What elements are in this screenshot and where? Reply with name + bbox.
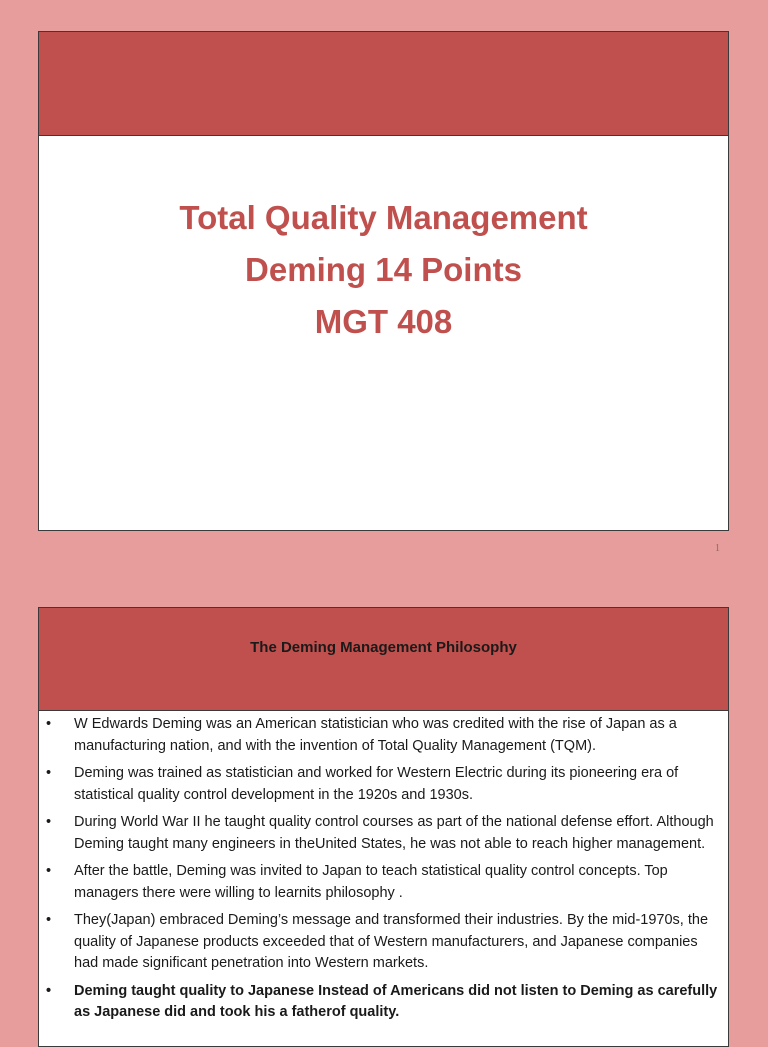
bullet-text: They(Japan) embraced Deming’s message and transformed their industries. By the mid-1970s, the quality of Japanese products exceeded that of Western manufacturers, and Japanese companies had made significant penetration into Western markets.: [74, 912, 709, 971]
bullet-marker: •: [46, 716, 52, 732]
bullet-text: During World War II he taught quality control courses as part of the national defense effort. Although Deming taught many engineers in theUnited States, he was not able to reach higher management.: [74, 814, 714, 852]
title-slide-header-band: [39, 32, 728, 136]
page-number: 1: [715, 543, 720, 554]
bullet-text: W Edwards Deming was an American statistician who was credited with the rise of Japan as a manufacturing nation, and with the invention of Total Quality Management (TQM).: [74, 716, 677, 754]
bullet-text: Deming taught quality to Japanese Instead of Americans did not listen to Deming as carefully as Japanese did and took his a fatherof quality.: [74, 982, 718, 1020]
title-slide-title: [39, 192, 728, 348]
bullet-item-emphasis: [39, 981, 718, 1024]
bullet-marker: •: [46, 912, 52, 928]
bullet-marker: •: [46, 814, 52, 830]
title-slide: [38, 31, 729, 531]
title-line-course: Total Quality Management: [179, 199, 588, 236]
bullet-list: [39, 711, 728, 1024]
bullet-marker: •: [46, 765, 52, 781]
bullet-item: [39, 910, 718, 975]
title-line-topic: Deming 14 Points: [245, 251, 522, 288]
bullet-marker: •: [46, 982, 52, 999]
content-slide-header-band: [39, 608, 728, 711]
bullet-item: [39, 861, 718, 904]
bullet-item: [39, 812, 718, 855]
content-slide: [38, 607, 729, 1047]
section-heading: The Deming Management Philosophy: [250, 639, 517, 656]
bullet-text: Deming was trained as statistician and worked for Western Electric during its pioneering era of statistical quality control development in the 1920s and 1930s.: [74, 765, 679, 803]
bullet-item: [39, 714, 718, 757]
bullet-text: After the battle, Deming was invited to Japan to teach statistical quality control concepts. Top managers there were willing to learnits philosophy .: [74, 863, 668, 901]
bullet-item: [39, 763, 718, 806]
title-line-code: MGT 408: [314, 303, 453, 340]
bullet-marker: •: [46, 863, 52, 879]
